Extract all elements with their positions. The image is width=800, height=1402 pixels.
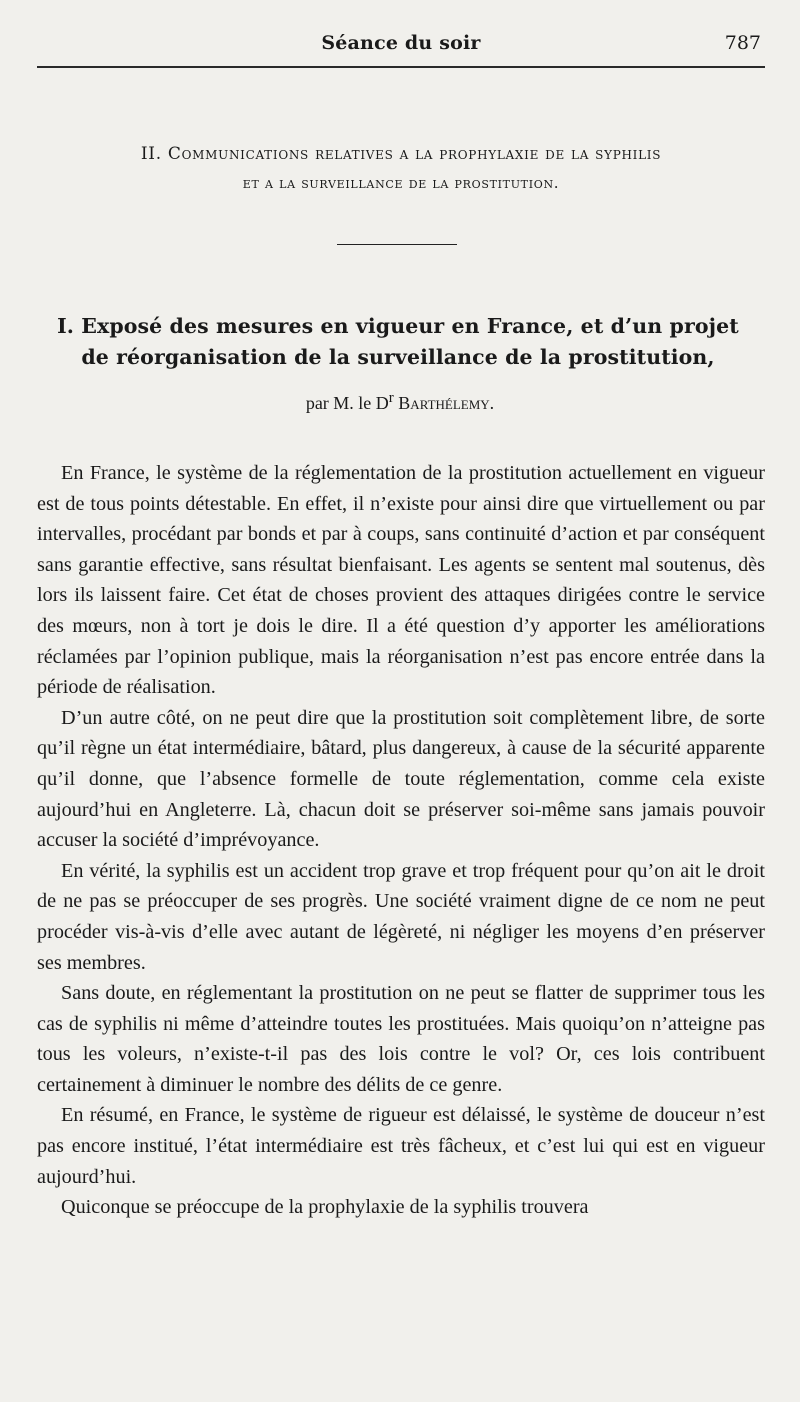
paragraph: En résumé, en France, le système de rigueur est délaissé, le système de douceur n’est pas encore institué, l’état intermédiaire est très fâcheux, et c’est lui qui est en vigueur aujourd’hui. [37, 1104, 765, 1188]
paragraph: Quiconque se préoccupe de la prophylaxie de la syphilis trouvera [61, 1196, 589, 1219]
author-name: Barthélemy. [398, 393, 495, 413]
article-title-line-2: de réorganisation de la surveillance de la prostitution, [81, 345, 715, 369]
page-header [37, 30, 765, 60]
section-divider [337, 244, 457, 245]
section-heading-line-1: II. Communications relatives a la prophylaxie de la syphilis [140, 144, 662, 164]
byline-prefix: par M. le D [305, 393, 389, 413]
paragraph: En France, le système de la réglementation de la prostitution actuellement en vigueur est de tous points détestable. En effet, il n’existe pour ainsi dire que virtuellement ou par intervalles, procédant par bonds et par à coups, sans continuité d’action et par conséquent sans garantie effective, sans résultat bienfaisant. Les agents se sentent mal soutenus, dès lors ils laissent faire. Cet état de choses provient des attaques dirigées contre le service des mœurs, non à tort je dois le dire. Il a été question d’y apporter les améliorations réclamées par l’opinion publique, mais la réorganisation n’est pas encore entrée dans la période de réalisation. [37, 462, 765, 699]
paragraph: En vérité, la syphilis est un accident trop grave et trop fréquent pour qu’on ait le droit de ne pas se préoccuper de ses progrès. Une société vraiment digne de ce nom ne peut procéder vis-à-vis d’elle avec autant de légèreté, ni négliger les moyens d’en préserver ses membres. [37, 859, 765, 974]
article-title-line-1: I. Exposé des mesures en vigueur en France, et d’un projet [57, 314, 739, 338]
paragraph: Sans doute, en réglementant la prostitution on ne peut se flatter de supprimer tous les cas de syphilis ni même d’atteindre toutes les prostituées. Mais quoiqu’on n’atteigne pas tous les voleurs, n’existe-t-il pas des lois contre le vol? Or, ces lois contribuent certainement à diminuer le nombre des délits de ce genre. [37, 982, 765, 1096]
byline-superscript: r [388, 390, 394, 406]
article-body [37, 458, 765, 1223]
running-head: Séance du soir [321, 32, 481, 54]
page-number: 787 [724, 32, 761, 54]
article-title [28, 311, 768, 373]
author-byline [0, 390, 800, 414]
paragraph: D’un autre côté, on ne peut dire que la prostitution soit complètement libre, de sorte qu’il règne un état intermédiaire, bâtard, plus dangereux, à cause de la sécurité apparente qu’il donne, que l’absence formelle de toute réglementation, comme cela existe aujourd’hui en Angleterre. Là, chacun doit se préserver soi-même sans jamais pouvoir accuser la société d’imprévoyance. [37, 706, 765, 852]
header-rule [37, 66, 765, 68]
section-heading-line-2: et a la surveillance de la prostitution. [242, 174, 560, 192]
